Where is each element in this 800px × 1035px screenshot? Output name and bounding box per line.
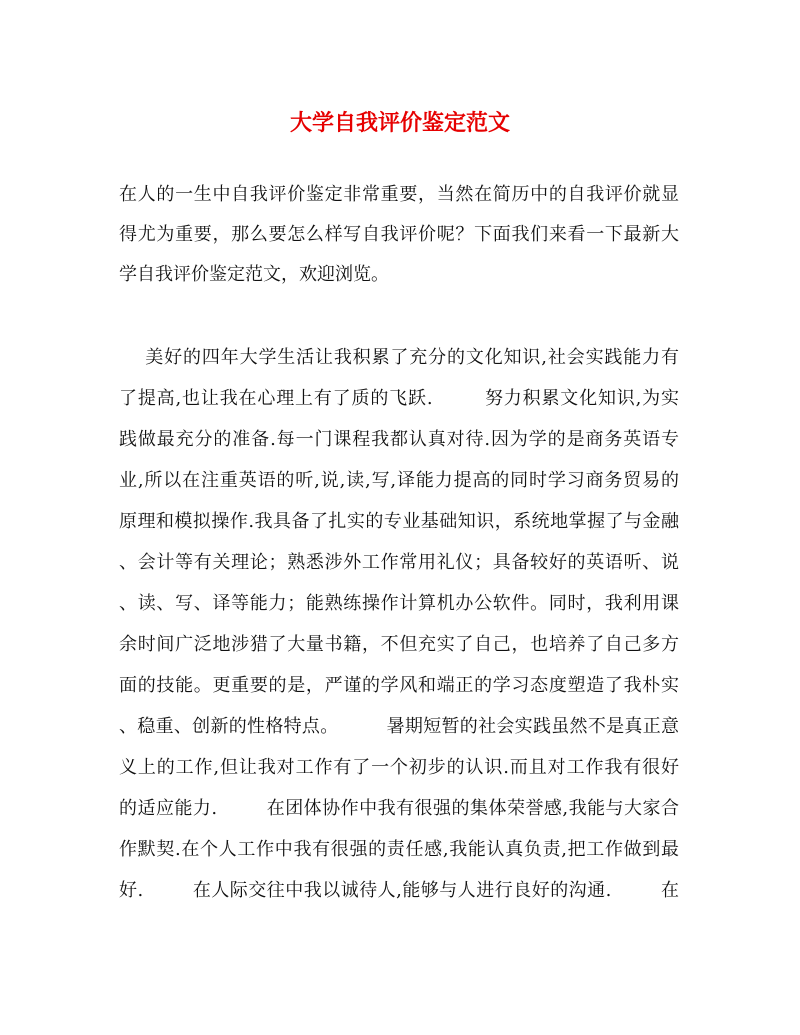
body-line: 义上的工作,但让我对工作有了一个初步的认识.而且对工作我有很好 xyxy=(119,757,679,778)
body-line: 、读、写、译等能力；能熟练操作计算机办公软件。同时，我利用课 xyxy=(119,593,679,614)
body-line: 美好的四年大学生活让我积累了充分的文化知识,社会实践能力有 xyxy=(119,347,679,368)
body-line: 原理和模拟操作.我具备了扎实的专业基础知识，系统地掌握了与金融 xyxy=(119,511,679,532)
body-line: 践做最充分的准备.每一门课程我都认真对待.因为学的是商务英语专 xyxy=(119,429,679,450)
intro-line: 在人的一生中自我评价鉴定非常重要，当然在简历中的自我评价就显 xyxy=(119,184,679,205)
body-line: 了提高,也让我在心理上有了质的飞跃. 努力积累文化知识,为实 xyxy=(119,388,679,409)
body-line: 的适应能力. 在团体协作中我有很强的集体荣誉感,我能与大家合 xyxy=(119,798,679,819)
body-line: 、稳重、创新的性格特点。 暑期短暂的社会实践虽然不是真正意 xyxy=(119,716,679,737)
body-line: 好. 在人际交往中我以诚待人,能够与人进行良好的沟通. 在 xyxy=(119,880,679,901)
body-line: 业,所以在注重英语的听,说,读,写,译能力提高的同时学习商务贸易的 xyxy=(119,470,679,491)
body-line: 余时间广泛地涉猎了大量书籍，不但充实了自己，也培养了自己多方 xyxy=(119,634,679,655)
body-line: 作默契.在个人工作中我有很强的责任感,我能认真负责,把工作做到最 xyxy=(119,839,679,860)
intro-line: 学自我评价鉴定范文，欢迎浏览。 xyxy=(119,264,389,285)
intro-line: 得尤为重要，那么要怎么样写自我评价呢？下面我们来看一下最新大 xyxy=(119,224,679,245)
body-line: 面的技能。更重要的是，严谨的学风和端正的学习态度塑造了我朴实 xyxy=(119,675,679,696)
body-line: 、会计等有关理论；熟悉涉外工作常用礼仪；具备较好的英语听、说 xyxy=(119,552,679,573)
document-title: 大学自我评价鉴定范文 xyxy=(289,110,510,136)
